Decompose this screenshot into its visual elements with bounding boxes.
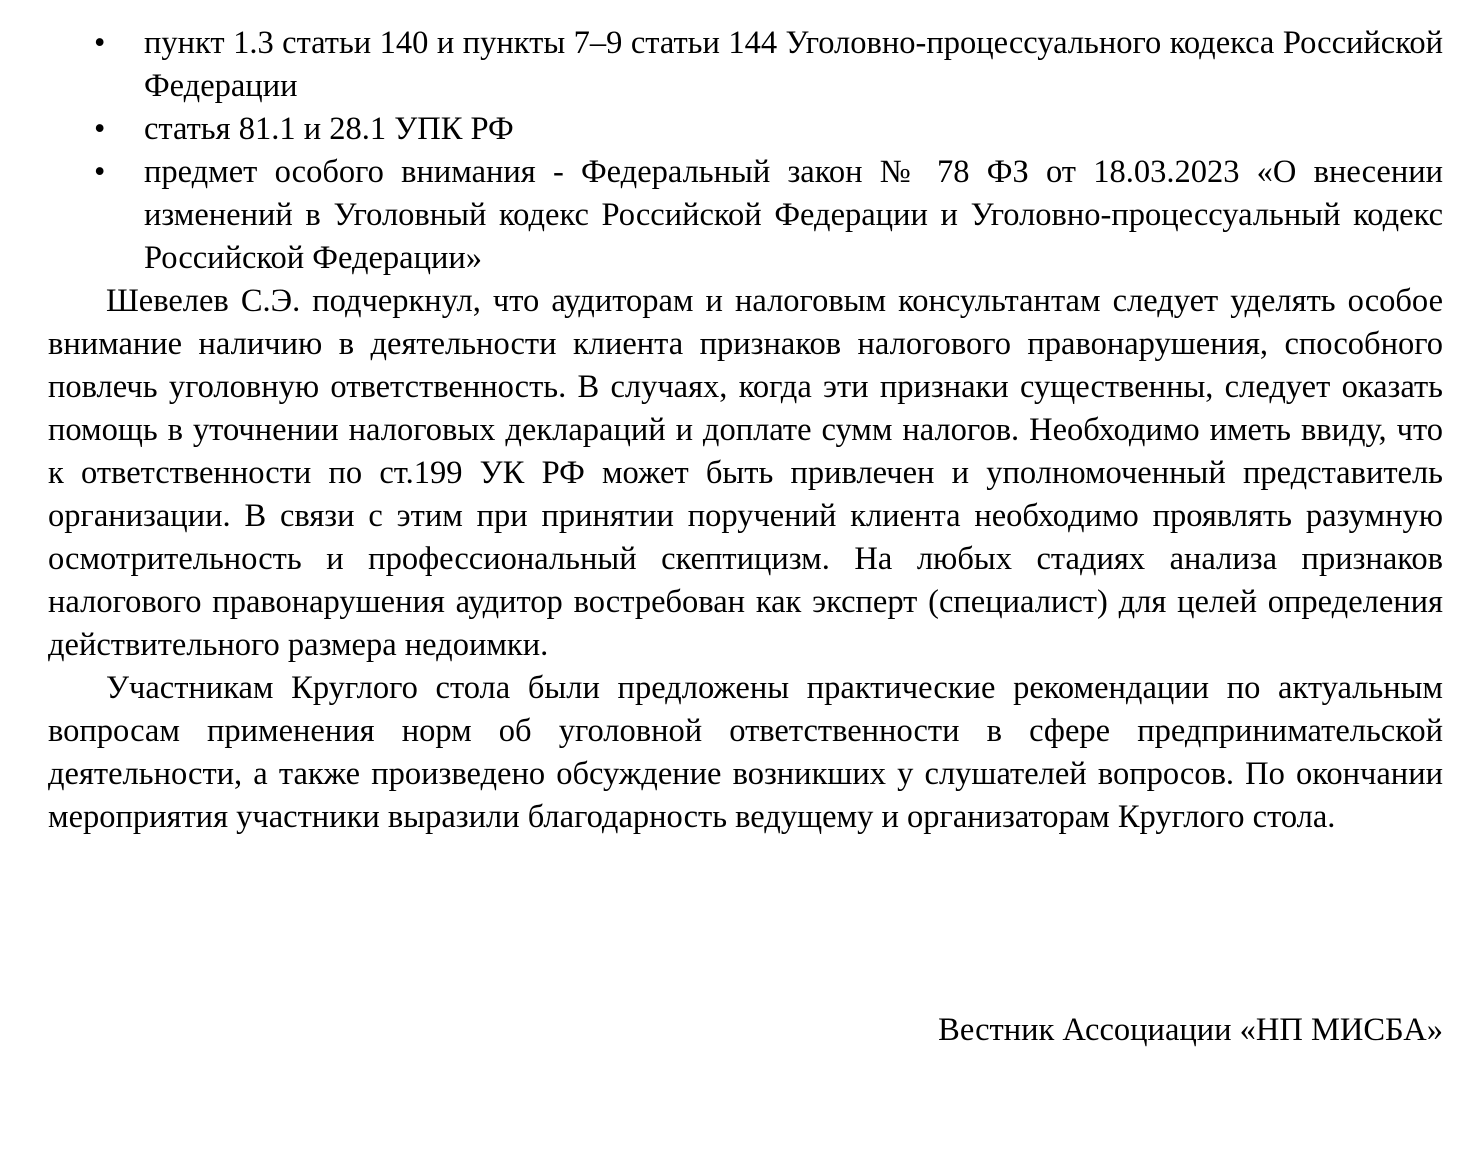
list-item-text: предмет особого внимания - Федеральный закон № 78 ФЗ от 18.03.2023 «О внесении изменений в Уголовный кодекс Российской Федерации и Уголовно-процессуальный кодекс Российской Федерации» [144, 154, 1443, 276]
bullet-list [48, 22, 1443, 280]
bullet-dot-icon: • [94, 154, 106, 190]
list-item [48, 22, 1443, 108]
paragraph-shevelev: Шевелев С.Э. подчеркнул, что аудиторам и налоговым консультантам следует уделять особое внимание наличию в деятельности клиента признаков налогового правонарушения, способного повлечь уголовную ответственность. В случаях, когда эти признаки существенны, следует оказать помощь в уточнении налоговых деклараций и доплате сумм налогов. Необходимо иметь ввиду, что к ответственности по ст.199 УК РФ может быть привлечен и уполномоченный представитель организации. В связи с этим при принятии поручений клиента необходимо проявлять разумную осмотрительность и профессиональный скептицизм. На любых стадиях анализа признаков налогового правонарушения аудитор востребован как эксперт (специалист) для целей определения действительного размера недоимки. [48, 283, 1443, 663]
list-item-text: пункт 1.3 статьи 140 и пункты 7–9 статьи 144 Уголовно-процессуального кодекса Российской Федерации [144, 25, 1443, 104]
list-item-text: статья 81.1 и 28.1 УПК РФ [144, 111, 514, 147]
document-body [48, 22, 1443, 839]
list-item [48, 151, 1443, 280]
list-item [48, 108, 1443, 151]
bullet-dot-icon: • [94, 25, 106, 61]
bullet-dot-icon: • [94, 111, 106, 147]
paragraph-round-table: Участникам Круглого стола были предложены практические рекомендации по актуальным вопросам применения норм об уголовной ответственности в сфере предпринимательской деятельности, а также произведено обсуждение возникших у слушателей вопросов. По окончании мероприятия участники выразили благодарность ведущему и организаторам Круглого стола. [48, 670, 1443, 835]
signature: Вестник Ассоциации «НП МИСБА» [938, 1012, 1443, 1048]
